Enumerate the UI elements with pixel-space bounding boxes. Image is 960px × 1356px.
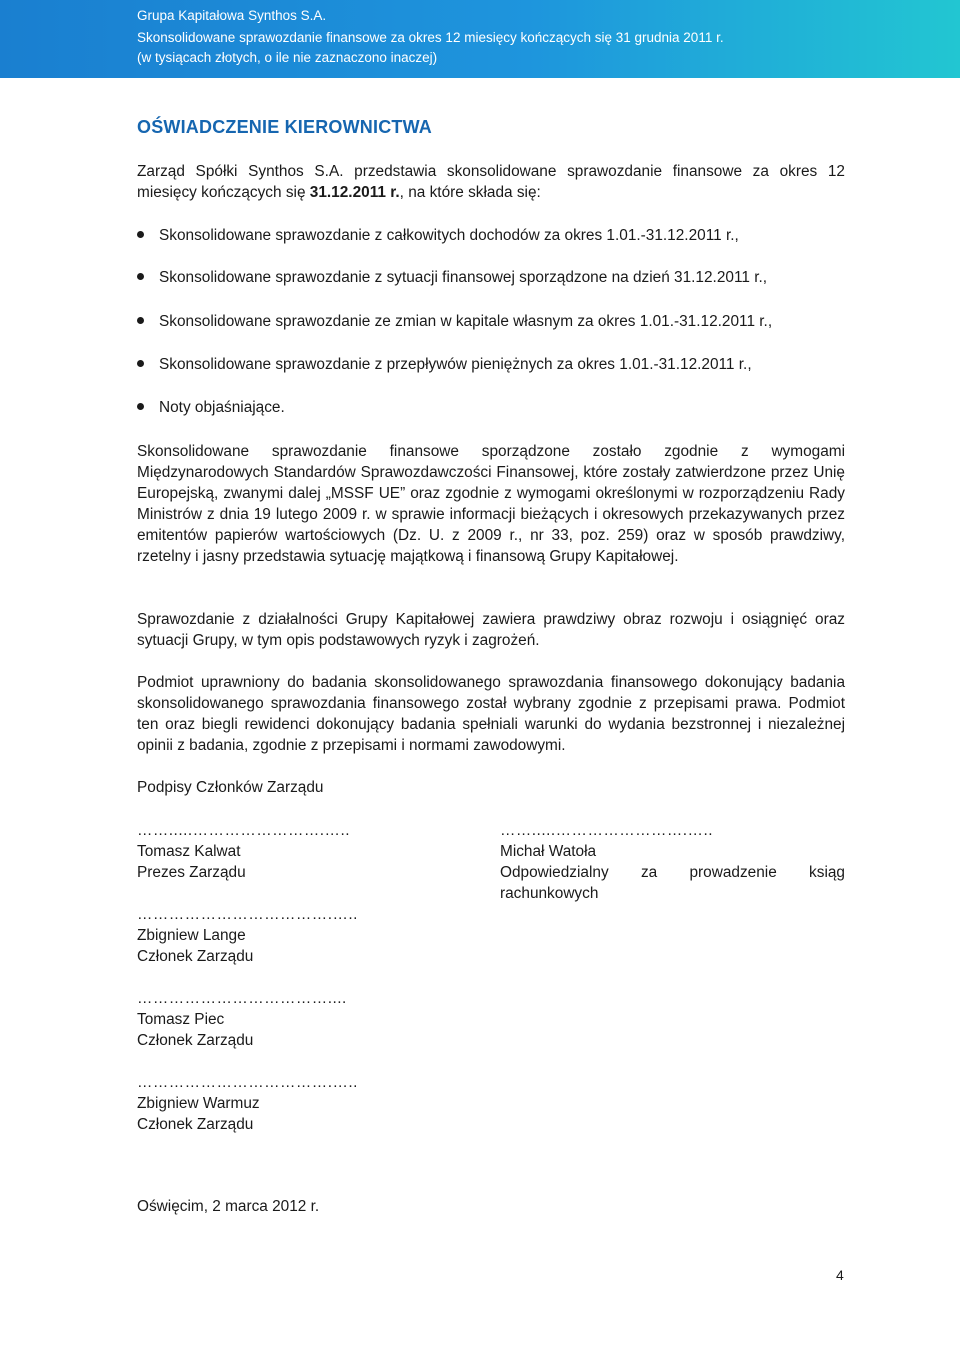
bullet-icon [137,273,144,280]
bullet-icon [137,403,144,410]
signature-line: ……………………………….….. [137,1074,358,1091]
signatory-role: Prezes Zarządu [137,864,246,881]
signatory-role: Członek Zarządu [137,948,254,965]
signature-block [137,988,347,1051]
signatory-role-line2: rachunkowych [500,885,599,902]
bullet-icon [137,360,144,367]
signature-block [137,1072,358,1135]
signature-line: ……………………………….….. [137,906,358,923]
list-item: Noty objaśniające. [137,398,285,418]
signatory-name: Tomasz Kalwat [137,843,241,860]
signature-line: …….....…………………….….. [137,822,351,839]
intro-paragraph [137,161,845,203]
signatory-name: Michał Watoła [500,843,597,860]
signatory-name: Zbigniew Lange [137,927,246,944]
page-title: OŚWIADCZENIE KIEROWNICTWA [137,117,432,137]
intro-date: 31.12.2011 r. [309,184,400,201]
page-number: 4 [836,1267,844,1283]
report-paragraph: Sprawozdanie z działalności Grupy Kapitałowej zawiera prawdziwy obraz rozwoju i osiągnięć oraz sytuacji Grupy, w tym opis podstawowych ryzyk i zagrożeń. [137,611,845,649]
signature-block [137,820,350,883]
signatures-heading: Podpisy Członków Zarządu [137,779,324,796]
list-item: Skonsolidowane sprawozdanie z sytuacji finansowej sporządzone na dzień 31.12.2011 r., [137,268,767,288]
signature-line: ……………………………….... [137,990,347,1007]
intro-text-end: , na które składa się: [399,184,541,201]
signatory-name: Tomasz Piec [137,1011,225,1028]
list-item: Skonsolidowane sprawozdanie ze zmian w kapitale własnym za okres 1.01.-31.12.2011 r., [137,312,772,332]
header-company: Grupa Kapitałowa Synthos S.A. [137,8,327,23]
bullet-icon [137,231,144,238]
signature-block-right [500,820,845,904]
signature-line: …….....…………………….….. [500,822,714,839]
signatory-role: Członek Zarządu [137,1032,254,1049]
header-units-note: (w tysiącach złotych, o ile nie zaznaczono inaczej) [137,50,438,65]
signatory-role: Odpowiedzialny za prowadzenie ksiąg [500,864,845,881]
list-item: Skonsolidowane sprawozdanie z przepływów pieniężnych za okres 1.01.-31.12.2011 r., [137,355,752,375]
compliance-paragraph: Skonsolidowane sprawozdanie finansowe sporządzone zostało zgodnie z wymogami Międzynarodowych Standardów Sprawozdawczości Finansowej, które zostały zatwierdzone przez Unię Europejską, zwanymi dalej „MSSF UE” oraz zgodnie z wymogami określonymi w rozporządzeniu Rady Ministrów z dnia 19 lutego 2009 r. w sprawie informacji bieżących i okresowych przekazywanych przez emitentów papierów wartościowych (Dz. U. z 2009 r., nr 33, poz. 259) oraz w sposób prawdziwy, rzetelny i jasny przedstawia sytuację majątkową i finansową Grupy Kapitałowej. [137,443,845,565]
signatory-name: Zbigniew Warmuz [137,1095,260,1112]
header-banner [0,0,960,78]
signatory-role: Członek Zarządu [137,1116,254,1133]
signature-block [137,904,358,967]
bullet-icon [137,317,144,324]
intro-text: Zarząd Spółki Synthos S.A. przedstawia skonsolidowane sprawozdanie finansowe za okres 12 miesięcy kończących się [137,163,845,201]
place-date: Oświęcim, 2 marca 2012 r. [137,1198,320,1215]
header-report-title: Skonsolidowane sprawozdanie finansowe za okres 12 miesięcy kończących się 31 grudnia 2011 r. [137,30,724,45]
auditor-paragraph: Podmiot uprawniony do badania skonsolidowanego sprawozdania finansowego dokonujący badania skonsolidowanego sprawozdania finansowego został wybrany zgodnie z przepisami prawa. Podmiot ten oraz biegli rewidenci dokonujący badania spełniali warunki do wydania bezstronnej i niezależnej opinii z badania, zgodnie z przepisami i normami zawodowymi. [137,674,845,754]
list-item: Skonsolidowane sprawozdanie z całkowitych dochodów za okres 1.01.-31.12.2011 r., [137,226,739,246]
